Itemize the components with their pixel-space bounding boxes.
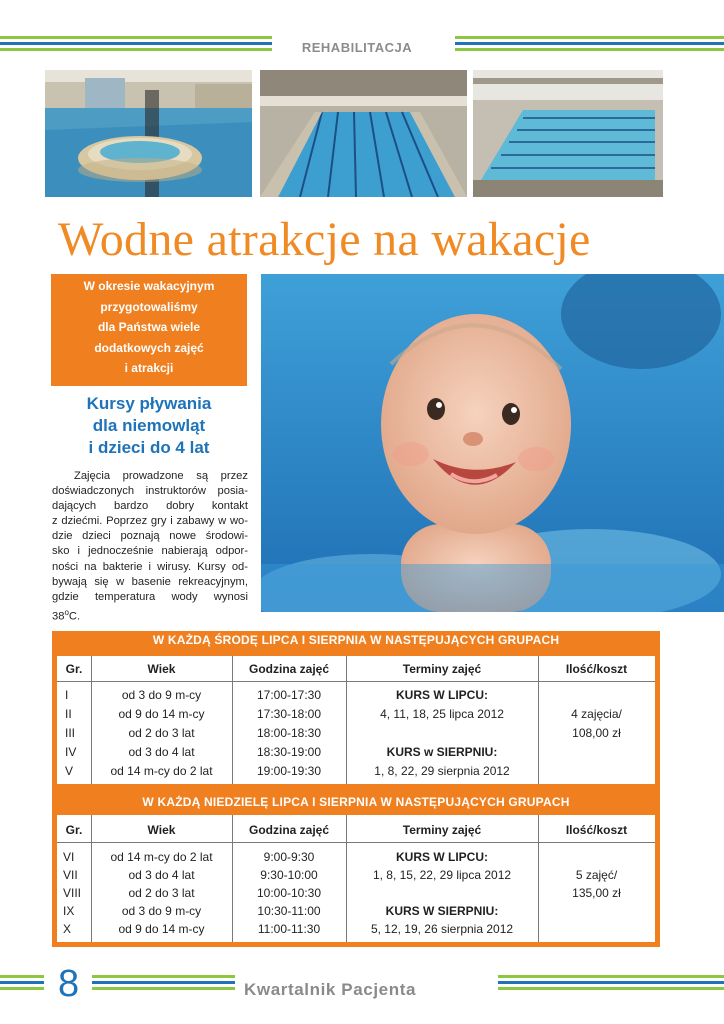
table-heading: W KAŻDĄ NIEDZIELĘ LIPCA I SIERPNIA W NASTĘPUJĄCYCH GRUPACH xyxy=(142,795,570,809)
column-header: Terminy zajęć xyxy=(402,662,482,676)
term-cell: 4, 11, 18, 25 lipca 2012 xyxy=(380,707,504,721)
ages-column xyxy=(91,848,232,938)
pool-photo-3 xyxy=(473,70,663,197)
page-number: 8 xyxy=(58,963,80,1005)
age-cell: od 14 m-cy do 2 lat xyxy=(110,850,213,864)
hour-cell: 18:00-18:30 xyxy=(256,726,322,740)
column-header: Wiek xyxy=(147,823,176,837)
magazine-name: Kwartalnik Pacjenta xyxy=(244,980,417,999)
course-heading-line: dla niemowląt xyxy=(92,416,206,435)
degree-sign: o xyxy=(64,607,69,617)
baby-photo xyxy=(261,274,724,612)
article-title: Wodne atrakcje na wakacje xyxy=(58,213,591,266)
hour-cell: 18:30-19:00 xyxy=(256,745,322,759)
column-header: Godzina zajęć xyxy=(248,662,330,676)
term-cell: KURS W SIERPNIU: xyxy=(385,904,499,918)
group-cell: I xyxy=(65,688,69,702)
hour-cell: 11:00-11:30 xyxy=(257,922,321,936)
age-cell: od 3 do 9 m-cy xyxy=(121,688,202,702)
cost-cell: 5 zajęć/ xyxy=(575,868,618,882)
hour-cell: 19:00-19:30 xyxy=(256,764,322,778)
cost-cell: 135,00 zł xyxy=(572,886,621,900)
column-header: Ilość/koszt xyxy=(565,662,628,676)
age-cell: od 9 do 14 m-cy xyxy=(118,707,205,721)
age-cell: od 14 m-cy do 2 lat xyxy=(110,764,213,778)
group-cell: VI xyxy=(63,850,75,864)
cost-cell: 4 zajęcia/ xyxy=(571,707,622,721)
body-line: ności na bakterie i wirusy. Kursy od- xyxy=(52,560,248,573)
intro-line: i atrakcji xyxy=(124,361,174,375)
hour-cell: 9:00-9:30 xyxy=(263,850,315,864)
body-text xyxy=(52,469,248,625)
group-cell: V xyxy=(65,764,74,778)
term-cell: KURS W LIPCU: xyxy=(396,688,488,702)
intro-line: W okresie wakacyjnym xyxy=(83,279,215,293)
term-cell: 1, 8, 22, 29 sierpnia 2012 xyxy=(374,764,510,778)
course-heading-line: i dzieci do 4 lat xyxy=(88,438,210,457)
intro-line: dodatkowych zajęć xyxy=(94,340,204,355)
term-cell: 5, 12, 19, 26 sierpnia 2012 xyxy=(370,922,514,936)
term-cell xyxy=(346,724,538,743)
term-cell: KURS w SIERPNIU: xyxy=(386,745,498,759)
term-cell: 1, 8, 15, 22, 29 lipca 2012 xyxy=(372,868,512,882)
hour-cell: 17:30-18:00 xyxy=(256,707,322,721)
group-cell: X xyxy=(63,922,72,936)
body-line: gdzie temperatura wody wynosi xyxy=(52,590,248,603)
column-header: Godzina zajęć xyxy=(248,823,330,837)
temperature-value: 38 xyxy=(52,610,65,623)
age-cell: od 3 do 9 m-cy xyxy=(121,904,202,918)
hours-column xyxy=(232,686,346,781)
terms-column xyxy=(346,686,538,781)
column-header: Terminy zajęć xyxy=(402,823,482,837)
age-cell: od 9 do 14 m-cy xyxy=(118,922,205,936)
age-cell: od 2 do 3 lat xyxy=(128,886,195,900)
column-header: Ilość/koszt xyxy=(565,823,628,837)
table-body xyxy=(57,815,655,942)
body-line: sko i jednocześnie nabierają odpor- xyxy=(52,545,248,558)
body-line: dających bardzo dobry kontakt xyxy=(52,500,248,513)
group-cell: III xyxy=(65,726,76,740)
cost-column xyxy=(538,705,655,743)
section-label: REHABILITACJA xyxy=(301,40,413,55)
terms-column xyxy=(346,848,538,938)
course-heading xyxy=(51,393,247,459)
term-cell: KURS W LIPCU: xyxy=(396,850,488,864)
column-header: Gr. xyxy=(65,823,83,837)
groups-column xyxy=(63,848,81,938)
schedule-table-wednesday xyxy=(52,631,660,789)
hour-cell: 10:30-11:00 xyxy=(257,904,321,918)
table-heading: W KAŻDĄ ŚRODĘ LIPCA I SIERPNIA W NASTĘPUJĄCYCH GRUPACH xyxy=(152,633,560,647)
cost-column xyxy=(538,866,655,902)
intro-line: przygotowaliśmy xyxy=(100,299,198,314)
term-cell xyxy=(346,884,538,902)
age-cell: od 3 do 4 lat xyxy=(128,868,195,882)
group-cell: VIII xyxy=(63,886,82,900)
column-header: Gr. xyxy=(65,662,83,676)
hours-column xyxy=(232,848,346,938)
age-cell: od 2 do 3 lat xyxy=(128,726,195,740)
body-line: doświadczonych instruktorów posia- xyxy=(52,485,248,498)
groups-column xyxy=(65,686,76,781)
cost-cell: 108,00 zł xyxy=(572,726,621,740)
ages-column xyxy=(91,686,232,781)
schedule-table-sunday xyxy=(52,789,660,947)
table-body xyxy=(57,656,655,784)
group-cell: IX xyxy=(63,904,75,918)
pool-photo-2 xyxy=(260,70,467,197)
body-line-temperature xyxy=(52,605,248,625)
body-line: bywają się w basenie rekreacyjnym, xyxy=(52,575,248,588)
hour-cell: 17:00-17:30 xyxy=(256,688,322,702)
intro-box xyxy=(51,274,247,386)
hour-cell: 9:30-10:00 xyxy=(260,868,318,882)
body-line: dzie dzieci poznają nowe środowi- xyxy=(52,530,248,543)
hour-cell: 10:00-10:30 xyxy=(256,886,322,900)
group-cell: IV xyxy=(65,745,77,759)
age-cell: od 3 do 4 lat xyxy=(128,745,195,759)
body-line: z dziećmi. Poprzez gry i zabawy w wo- xyxy=(52,515,248,528)
group-cell: II xyxy=(65,707,72,721)
course-heading-line: Kursy pływania xyxy=(86,394,212,413)
group-cell: VII xyxy=(63,868,78,882)
column-header: Wiek xyxy=(147,662,176,676)
body-line: Zajęcia prowadzone są przez xyxy=(74,470,248,482)
pool-photo-1 xyxy=(45,70,252,197)
temperature-unit: C. xyxy=(68,610,81,623)
intro-line: dla Państwa wiele xyxy=(97,320,201,334)
